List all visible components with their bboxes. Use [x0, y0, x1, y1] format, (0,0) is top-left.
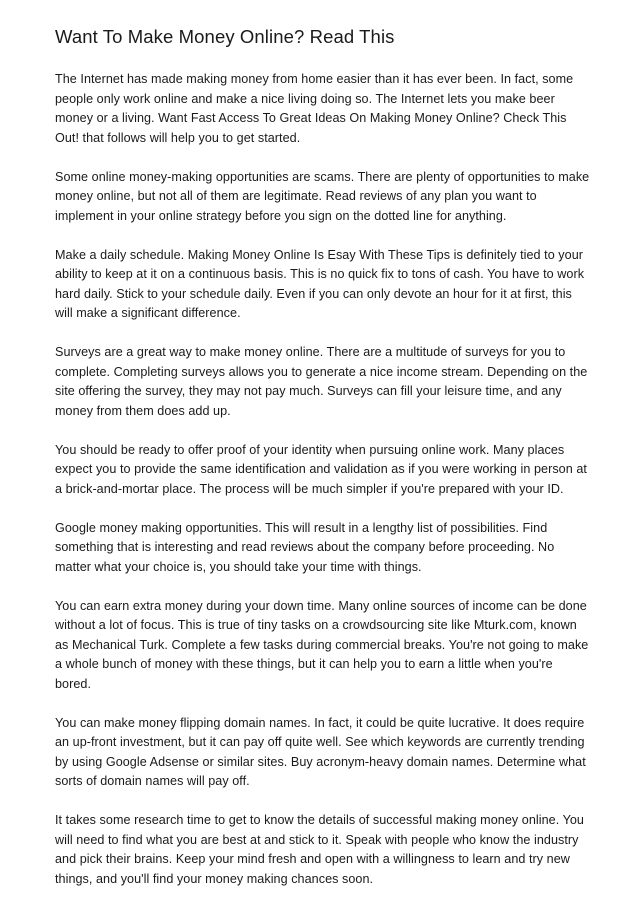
paragraph: You should be ready to offer proof of your identity when pursuing online work. Many places expect you to provide the same identification and validation as if you were working in person at a brick-and-mortar place. The process will be much simpler if you're prepared with your ID.	[55, 442, 587, 496]
document-page	[55, 24, 590, 909]
paragraph: Google money making opportunities. This will result in a lengthy list of possibilities. Find something that is interesting and read reviews about the company before proceeding. No matter what your choice is, you should take your time with things.	[55, 520, 555, 574]
paragraph: Surveys are a great way to make money online. There are a multitude of surveys for you to complete. Completing surveys allows you to generate a nice income stream. Depending on the site offering the survey, they may not pay much. Surveys can fill your leisure time, and any money from them does add up.	[55, 345, 588, 418]
paragraph: You can earn extra money during your down time. Many online sources of income can be done without a lot of focus. This is true of tiny tasks on a crowdsourcing site like Mturk.com, known as Mechanical Turk. Complete a few tasks during commercial breaks. You're not going to make a whole bunch of money with these things, but it can help you to earn a little when you're bored.	[55, 598, 589, 691]
paragraph: The Internet has made making money from home easier than it has ever been. In fact, some people only work online and make a nice living doing so. The Internet lets you make beer money or a living. Want Fast Access To Great Ideas On Making Money Online? Check This Out! that follows will help you to get started.	[55, 72, 574, 145]
document-title: Want To Make Money Online? Read This	[55, 26, 395, 47]
paragraph: It takes some research time to get to know the details of successful making money online. You will need to find what you are best at and stick to it. Speak with people who know the industry and pick their brains. Keep your mind fresh and open with a willingness to learn and try new things, and you'll find your money making chances soon.	[55, 813, 584, 886]
paragraph: You can make money flipping domain names. In fact, it could be quite lucrative. It does require an up-front investment, but it can pay off quite well. See which keywords are currently trending by using Google Adsense or similar sites. Buy acronym-heavy domain names. Determine what sorts of domain names will pay off.	[55, 715, 586, 788]
paragraph: Some online money-making opportunities are scams. There are plenty of opportunities to make money online, but not all of them are legitimate. Read reviews of any plan you want to implement in your online strategy before you sign on the dotted line for anything.	[55, 169, 590, 223]
paragraph: Make a daily schedule. Making Money Online Is Esay With These Tips is definitely tied to your ability to keep at it on a continuous basis. This is no quick fix to tons of cash. You have to work hard daily. Stick to your schedule daily. Even if you can only devote an hour for it at first, this will make a significant difference.	[55, 247, 585, 320]
